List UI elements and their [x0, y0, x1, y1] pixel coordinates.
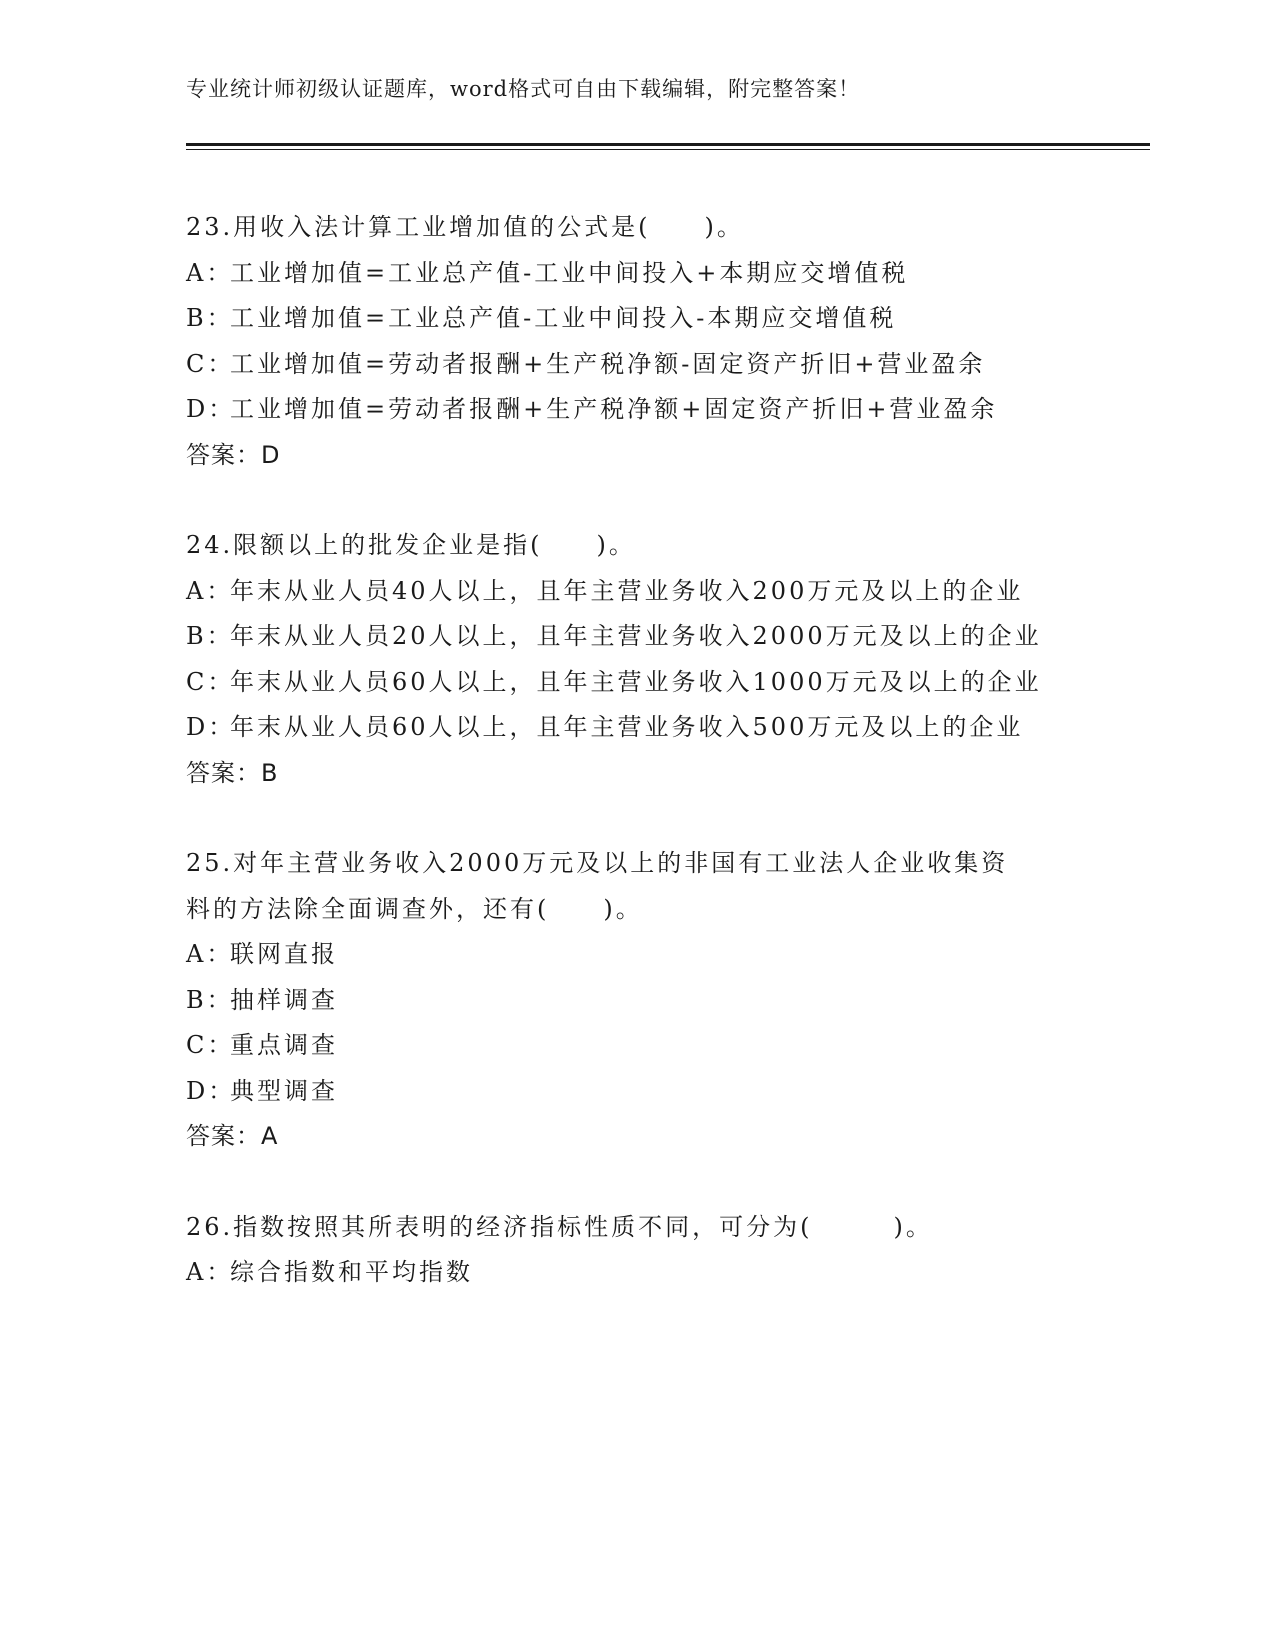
answer-line: 答案：A [186, 1122, 279, 1150]
option-letter: A： [186, 576, 234, 605]
option-letter: D： [186, 395, 236, 423]
option-letter: A： [186, 940, 234, 968]
option-d [186, 705, 1086, 751]
option-c [186, 660, 1086, 706]
option-text: 抽样调查 [230, 985, 338, 1014]
option-text: 工业增加值=工业总产值-工业中间投入+本期应交增值税 [230, 258, 909, 287]
question-stem-line-2: 料的方法除全面调查外，还有( )。 [186, 894, 643, 923]
answer-line: 答案：B [186, 758, 279, 787]
option-d [186, 1069, 1086, 1115]
option-letter: A： [186, 258, 234, 287]
option-letter: B： [186, 985, 234, 1014]
question-24 [186, 523, 1086, 796]
question-26 [186, 1205, 1086, 1296]
option-b [186, 296, 1086, 342]
question-25 [186, 841, 1086, 1160]
option-b [186, 614, 1086, 660]
question-stem-line-1: 25.对年主营业务收入2000万元及以上的非国有工业法人企业收集资 [186, 849, 1009, 877]
option-text: 工业增加值=劳动者报酬+生产税净额+固定资产折旧+营业盈余 [230, 395, 998, 423]
option-c [186, 1023, 1086, 1069]
option-text: 联网直报 [230, 940, 338, 968]
option-letter: C： [186, 1031, 235, 1059]
question-stem: 23.用收入法计算工业增加值的公式是( )。 [186, 213, 744, 241]
option-letter: B： [186, 304, 234, 332]
question-list [186, 205, 1086, 1341]
option-letter: D： [186, 713, 236, 741]
option-a [186, 569, 1086, 615]
option-letter: A： [186, 1258, 234, 1286]
option-a [186, 251, 1086, 297]
option-b [186, 978, 1086, 1024]
option-text: 工业增加值=劳动者报酬+生产税净额-固定资产折旧+营业盈余 [230, 349, 986, 378]
question-stem: 26.指数按照其所表明的经济指标性质不同，可分为( )。 [186, 1212, 933, 1241]
option-letter: C： [186, 667, 235, 696]
question-stem: 24.限额以上的批发企业是指( )。 [186, 531, 636, 559]
answer-line: 答案：D [186, 440, 281, 469]
option-text: 年末从业人员20人以上，且年主营业务收入2000万元及以上的企业 [230, 622, 1042, 650]
option-text: 年末从业人员40人以上，且年主营业务收入200万元及以上的企业 [230, 576, 1024, 605]
option-text: 重点调查 [230, 1031, 338, 1059]
header-divider-thin [186, 149, 1150, 150]
option-letter: C： [186, 349, 235, 378]
question-23 [186, 205, 1086, 478]
option-a [186, 932, 1086, 978]
option-text: 年末从业人员60人以上，且年主营业务收入1000万元及以上的企业 [230, 667, 1042, 696]
option-text: 典型调查 [230, 1076, 338, 1105]
header-divider-thick [186, 143, 1150, 146]
option-text: 工业增加值=工业总产值-工业中间投入-本期应交增值税 [230, 304, 897, 332]
option-letter: D： [186, 1076, 236, 1105]
option-d [186, 387, 1086, 433]
option-a [186, 1250, 1086, 1296]
option-letter: B： [186, 622, 234, 650]
option-c [186, 342, 1086, 388]
option-text: 年末从业人员60人以上，且年主营业务收入500万元及以上的企业 [230, 713, 1024, 741]
page-header: 专业统计师初级认证题库，word格式可自由下载编辑，附完整答案！ [186, 77, 861, 101]
option-text: 综合指数和平均指数 [230, 1258, 473, 1286]
